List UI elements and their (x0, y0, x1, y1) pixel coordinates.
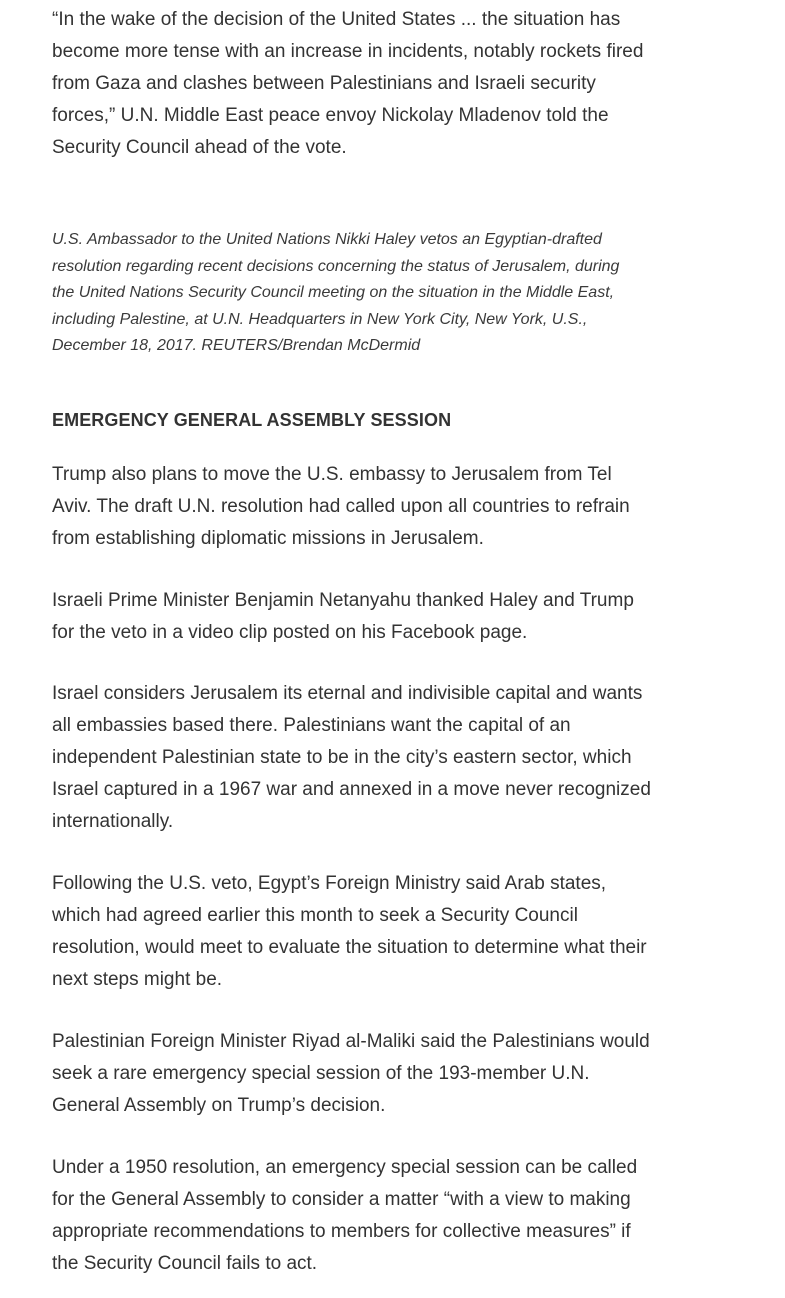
photo-caption: U.S. Ambassador to the United Nations Nikki Haley vetos an Egyptian-drafted resolution regarding recent decisions concerning the status of Jerusalem, during the United Nations Security Council meeting on the situation in the Middle East, including Palestine, at U.N. Headquarters in New York City, New York, U.S., December 18, 2017. REUTERS/Brendan McDermid (52, 231, 620, 354)
article-paragraph-6: Palestinian Foreign Minister Riyad al-Maliki said the Palestinians would seek a rare emergency special session of the 193-member U.N. General Assembly on Trump’s decision. (52, 1031, 650, 1116)
article-paragraph-4: Israel considers Jerusalem its eternal and indivisible capital and wants all embassies based there. Palestinians want the capital of an independent Palestinian state to be in the city’s eastern sector, which Israel captured in a 1967 war and annexed in a move never recognized internationally. (52, 683, 651, 832)
article-paragraph-3: Israeli Prime Minister Benjamin Netanyahu thanked Haley and Trump for the veto in a video clip posted on his Facebook page. (52, 590, 634, 643)
article-paragraph-1: “In the wake of the decision of the United States ... the situation has become more tense with an increase in incidents, notably rockets fired from Gaza and clashes between Palestinians and Israeli security forces,” U.N. Middle East peace envoy Nickolay Mladenov told the Security Council ahead of the vote. (52, 9, 644, 158)
article-paragraph-2: Trump also plans to move the U.S. embassy to Jerusalem from Tel Aviv. The draft U.N. resolution had called upon all countries to refrain from establishing diplomatic missions in Jerusalem. (52, 464, 630, 549)
section-subheading: EMERGENCY GENERAL ASSEMBLY SESSION (52, 410, 452, 430)
article-paragraph-7: Under a 1950 resolution, an emergency special session can be called for the General Assembly to consider a matter “with a view to making appropriate recommendations to members for collective measures” if the Security Council fails to act. (52, 1157, 638, 1274)
article-paragraph-5: Following the U.S. veto, Egypt’s Foreign Ministry said Arab states, which had agreed earlier this month to seek a Security Council resolution, would meet to evaluate the situation to determine what their next steps might be. (52, 873, 647, 990)
